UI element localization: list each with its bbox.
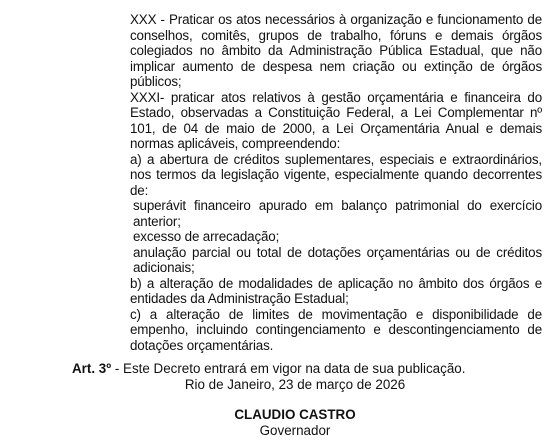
sub-item-excesso: excesso de arrecadação;	[133, 229, 280, 244]
article-label: Art. 3º	[72, 361, 112, 376]
sub-item-superavit: superávit financeiro apurado em balanço patrimonial do exercício anterior;	[133, 198, 542, 229]
article-3	[72, 361, 542, 377]
place-date: Rio de Janeiro, 23 de março de 2026	[184, 377, 406, 392]
clause-block	[130, 12, 542, 353]
item-a: a) a abertura de créditos suplementares, especiais e extraordinários, nos termos da legislação vigente, especialmente quando decorrentes de:	[130, 151, 542, 198]
article-text: - Este Decreto entrará em vigor na data de sua publicação.	[111, 361, 466, 376]
signature-name: CLAUDIO CASTRO	[234, 407, 356, 422]
item-b: b) a alteração de modalidades de aplicação no âmbito dos órgãos e entidades da Administração Estadual;	[130, 275, 542, 306]
sub-item-anulacao: anulação parcial ou total de dotações orçamentárias ou de créditos adicionais;	[133, 244, 542, 275]
clause-xxx: XXX - Praticar os atos necessários à organização e funcionamento de conselhos, comitês, grupos de trabalho, fóruns e demais órgãos colegiados no âmbito da Administração Pública Estadual, que não implicar aumento de despesa nem criação ou extinção de órgãos públicos;	[130, 12, 542, 89]
signature-title: Governador	[259, 423, 331, 438]
clause-xxxi: XXXI- praticar atos relativos à gestão orçamentária e financeira do Estado, observadas a Constituição Federal, a Lei Complementar nº 101, de 04 de maio de 2000, a Lei Orçamentária Anual e demais normas aplicáveis, compreendendo:	[130, 89, 542, 151]
item-c: c) a alteração de limites de movimentação e disponibilidade de empenho, incluindo contingenciamento e descontingenciamento de dotações orçamentárias.	[130, 306, 542, 353]
